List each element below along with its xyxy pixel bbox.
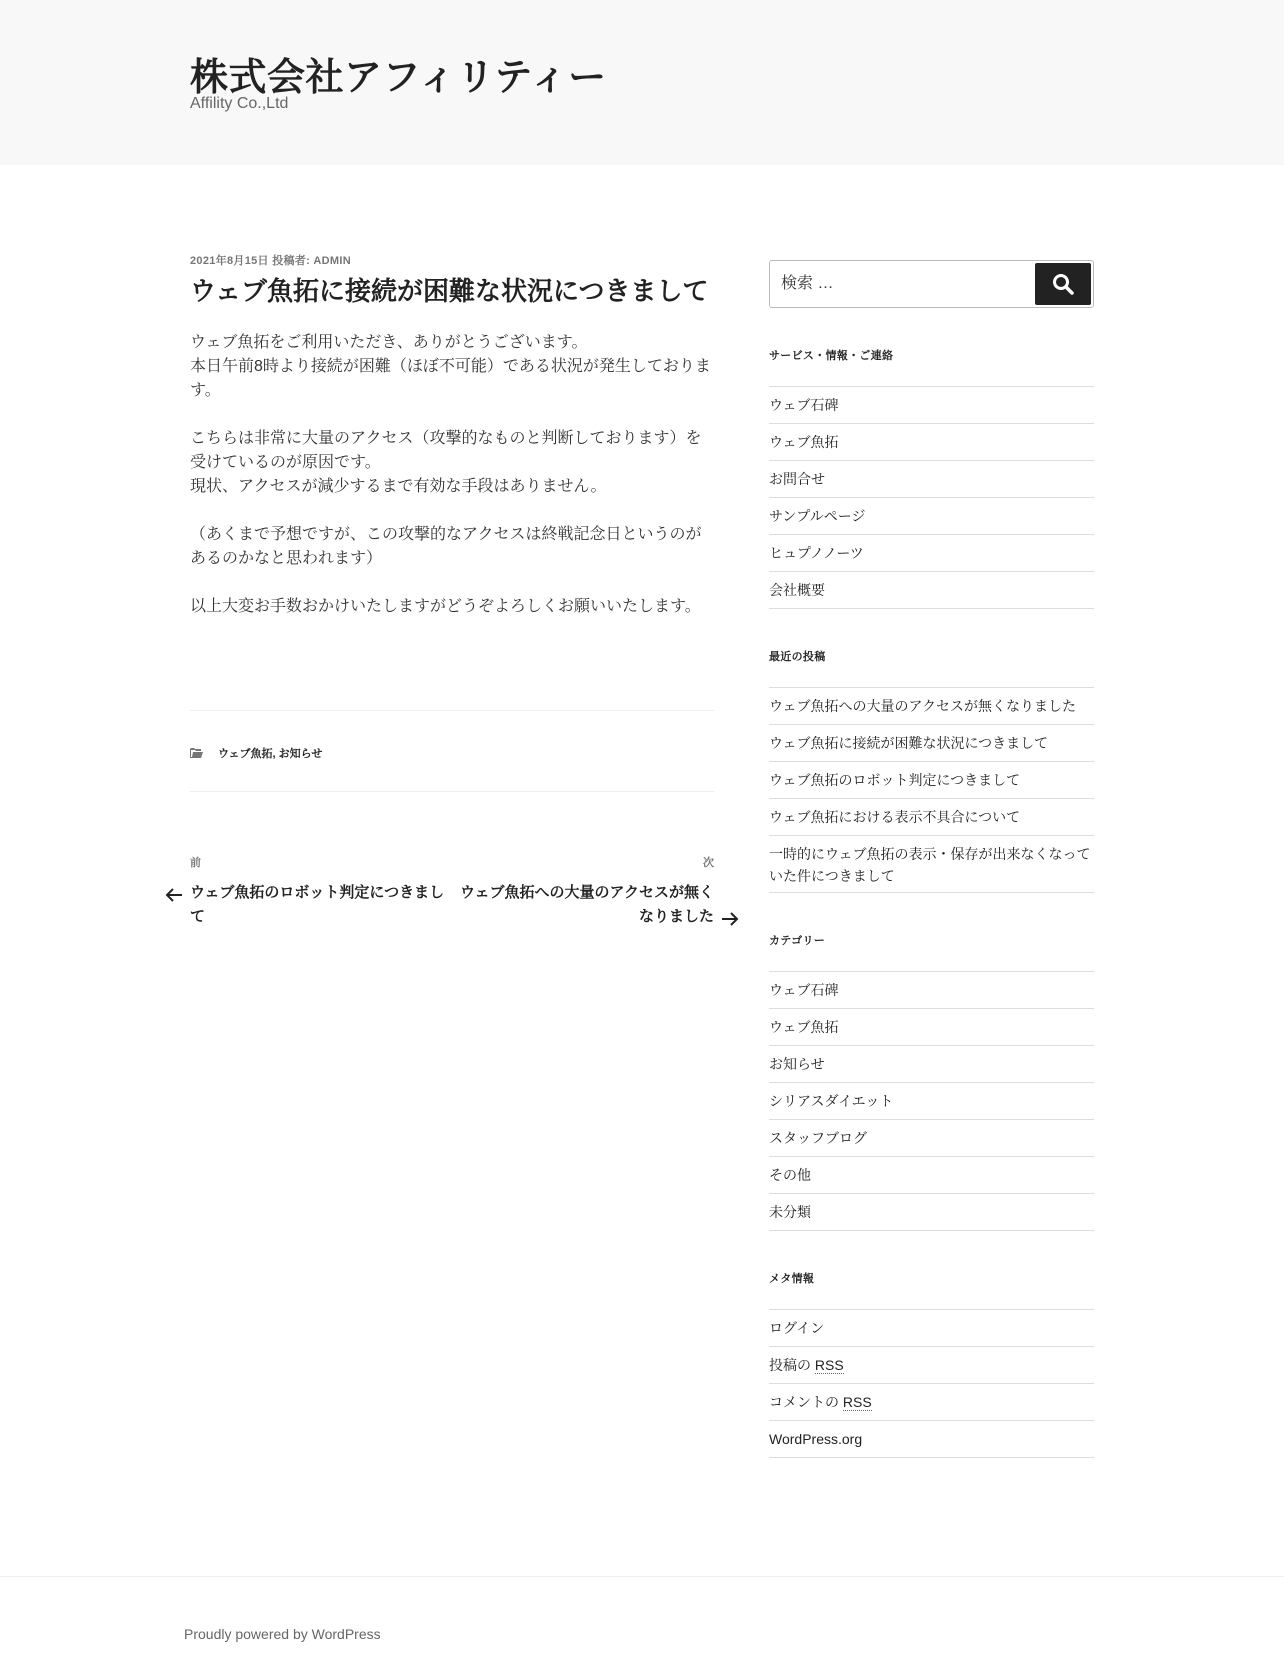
list-item[interactable]: ウェブ魚拓への大量のアクセスが無くなりました: [769, 688, 1094, 725]
rss-abbr: RSS: [814, 1357, 844, 1373]
site-title[interactable]: 株式会社アフィリティー: [190, 57, 607, 99]
list-item[interactable]: その他: [769, 1157, 1094, 1194]
post-title: ウェブ魚拓に接続が困難な状況につきまして: [190, 276, 709, 306]
arrow-right-icon: [721, 911, 739, 927]
list-item[interactable]: お問合せ: [769, 461, 1094, 498]
post-body: [190, 331, 714, 619]
previous-post-link[interactable]: [190, 855, 450, 929]
next-label: 次: [703, 857, 714, 869]
list-item[interactable]: ウェブ魚拓: [769, 424, 1094, 461]
list-item[interactable]: ウェブ石碑: [769, 387, 1094, 424]
previous-post-title[interactable]: ウェブ魚拓のロボット判定につきまして: [190, 884, 445, 925]
search-input[interactable]: [770, 261, 1030, 307]
wordpress-org-link[interactable]: WordPress.org: [769, 1421, 1094, 1458]
categories-list: [769, 971, 1094, 1231]
post-paragraph-3: [190, 523, 714, 571]
posts-rss-prefix: 投稿の: [769, 1357, 811, 1373]
post-categories[interactable]: ウェブ魚拓, お知らせ: [218, 748, 323, 760]
posts-rss-link[interactable]: [769, 1347, 1094, 1384]
folder-icon: [190, 748, 203, 758]
widget-title: カテゴリー: [769, 935, 826, 947]
list-item[interactable]: シリアスダイエット: [769, 1083, 1094, 1120]
paragraph-line: 以上大変お手数おかけいたしますがどうぞよろしくお願いいたします。: [190, 598, 701, 615]
widget-title: サービス・情報・ご連絡: [769, 350, 894, 362]
comments-rss-link[interactable]: [769, 1384, 1094, 1421]
comments-rss-prefix: コメントの: [769, 1394, 839, 1410]
search-button[interactable]: [1035, 263, 1091, 305]
site-description: Affility Co.,Ltd: [190, 95, 289, 112]
paragraph-line: （あくまで予想ですが、この攻撃的なアクセスは終戦記念日というのがあるのかなと思われます）: [190, 526, 702, 567]
paragraph-line: ウェブ魚拓をご利用いただき、ありがとうございます。 本日午前8時より接続が困難（ほぼ不可能）である状況が発生しております。: [190, 334, 711, 399]
site-footer: [0, 1576, 1284, 1672]
search-form: [769, 260, 1094, 308]
list-item[interactable]: サンプルページ: [769, 498, 1094, 535]
login-link[interactable]: ログイン: [769, 1310, 1094, 1347]
list-item[interactable]: スタッフブログ: [769, 1120, 1094, 1157]
list-item[interactable]: 会社概要: [769, 572, 1094, 609]
widget-recent-posts: [769, 649, 1094, 893]
list-item[interactable]: ウェブ魚拓: [769, 1009, 1094, 1046]
list-item[interactable]: ヒュプノノーツ: [769, 535, 1094, 572]
powered-by-link[interactable]: Proudly powered by WordPress: [184, 1626, 381, 1642]
list-item[interactable]: 未分類: [769, 1194, 1094, 1231]
sidebar: [769, 260, 1094, 1458]
paragraph-line: こちらは非常に大量のアクセス（攻撃的なものと判断しております）を受けているのが原因です。 現状、アクセスが減少するまで有効な手段はありません。: [190, 430, 702, 495]
post-footer: [190, 710, 714, 792]
rss-abbr: RSS: [842, 1394, 872, 1410]
next-post-link[interactable]: [454, 855, 714, 929]
post-article: [190, 253, 714, 643]
list-item[interactable]: ウェブ魚拓のロボット判定につきまして: [769, 762, 1094, 799]
post-paragraph-1: [190, 331, 714, 403]
list-item[interactable]: 一時的にウェブ魚拓の表示・保存が出来なくなっていた件につきまして: [769, 836, 1094, 893]
list-item[interactable]: ウェブ石碑: [769, 972, 1094, 1009]
arrow-left-icon: [165, 887, 183, 903]
post-paragraph-2: [190, 427, 714, 499]
post-navigation: [190, 855, 714, 935]
site-header: [0, 0, 1284, 165]
widget-title: メタ情報: [769, 1273, 815, 1285]
search-icon: [1052, 273, 1074, 295]
list-item[interactable]: ウェブ魚拓における表示不具合について: [769, 799, 1094, 836]
widget-categories: [769, 933, 1094, 1231]
next-post-title[interactable]: ウェブ魚拓への大量のアクセスが無くなりました: [460, 884, 714, 925]
list-item[interactable]: ウェブ魚拓に接続が困難な状況につきまして: [769, 725, 1094, 762]
previous-label: 前: [190, 857, 201, 869]
post-paragraph-4: [190, 595, 714, 619]
list-item[interactable]: お知らせ: [769, 1046, 1094, 1083]
widget-title: 最近の投稿: [769, 651, 826, 663]
widget-services: [769, 348, 1094, 609]
services-list: [769, 386, 1094, 609]
meta-list: [769, 1309, 1094, 1458]
recent-posts-list: [769, 687, 1094, 893]
post-meta: [190, 253, 714, 269]
category-links: [190, 745, 322, 761]
widget-meta: [769, 1271, 1094, 1458]
post-date[interactable]: 2021年8月15日: [190, 255, 269, 267]
post-author[interactable]: ADMIN: [313, 255, 351, 267]
author-prefix: 投稿者:: [272, 255, 311, 267]
